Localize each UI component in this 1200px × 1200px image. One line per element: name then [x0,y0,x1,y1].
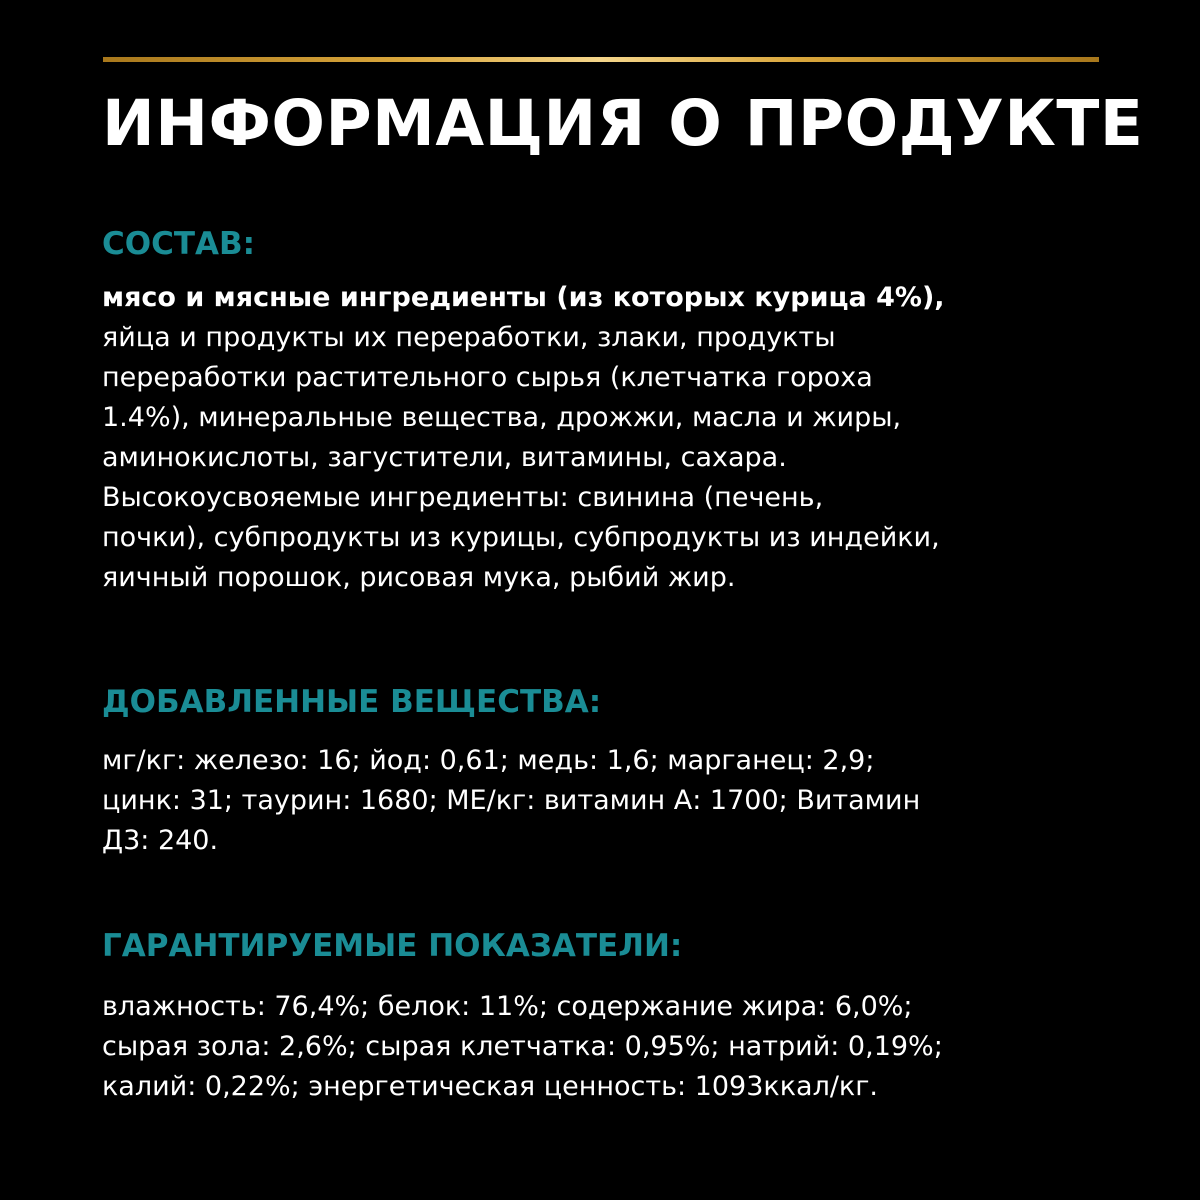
guaranteed-line: калий: 0,22%; энергетическая ценность: 1093ккал/кг. [102,1071,878,1102]
composition-line: мясо и мясные ингредиенты (из которых курица 4%), [102,282,945,313]
guaranteed-heading: ГАРАНТИРУЕМЫЕ ПОКАЗАТЕЛИ: [102,928,683,964]
guaranteed-line: влажность: 76,4%; белок: 11%; содержание жира: 6,0%; [102,991,913,1022]
page-title: ИНФОРМАЦИЯ О ПРОДУКТЕ [102,87,1144,160]
gold-divider [103,57,1099,62]
composition-line: переработки растительного сырья (клетчатка гороха [102,362,873,393]
additives-line: мг/кг: железо: 16; йод: 0,61; медь: 1,6; марганец: 2,9; [102,745,875,776]
additives-heading: ДОБАВЛЕННЫЕ ВЕЩЕСТВА: [102,684,602,720]
additives-line: цинк: 31; таурин: 1680; МЕ/кг: витамин А: 1700; Витамин [102,785,921,816]
guaranteed-text [102,987,1102,1107]
composition-text [102,278,1102,598]
composition-heading: СОСТАВ: [102,226,256,262]
composition-line: яйца и продукты их переработки, злаки, продукты [102,322,836,353]
composition-line: почки), субпродукты из курицы, субпродукты из индейки, [102,522,940,553]
composition-line: яичный порошок, рисовая мука, рыбий жир. [102,562,736,593]
additives-line: Д3: 240. [102,825,219,856]
composition-line: аминокислоты, загустители, витамины, сахара. [102,442,787,473]
composition-line: Высокоусвояемые ингредиенты: свинина (печень, [102,482,824,513]
composition-line: 1.4%), минеральные вещества, дрожжи, масла и жиры, [102,402,902,433]
guaranteed-line: сырая зола: 2,6%; сырая клетчатка: 0,95%; натрий: 0,19%; [102,1031,943,1062]
additives-text [102,741,1102,861]
